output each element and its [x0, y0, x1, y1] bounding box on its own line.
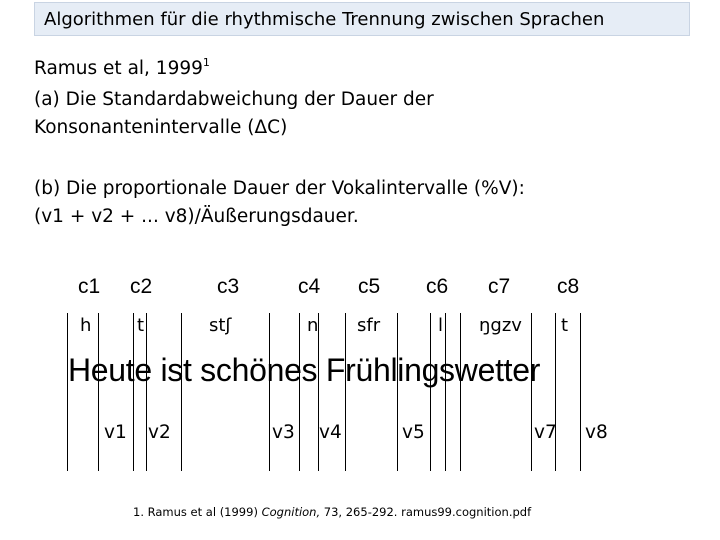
segment-boundary [445, 313, 446, 471]
segment-boundary [555, 313, 556, 471]
segment-boundary [67, 313, 68, 471]
consonant-phone: t [561, 315, 569, 336]
footnote-suffix: 73, 265-292. ramus99.cognition.pdf [320, 505, 532, 519]
consonant-phone: n [307, 315, 319, 336]
consonant-label: c1 [78, 275, 101, 298]
consonant-label: c8 [557, 275, 580, 298]
vowel-label: v8 [585, 422, 608, 443]
vowel-label: v5 [402, 422, 425, 443]
vowel-label: v1 [104, 422, 127, 443]
footnote [133, 505, 531, 519]
consonant-phone: t [137, 315, 145, 336]
segment-boundary [133, 313, 134, 471]
definition-b-line2: (v1 + v2 + ... v8)/Äußerungsdauer. [34, 206, 359, 227]
segment-boundary [531, 313, 532, 471]
definition-a-line1: (a) Die Standardabweichung der Dauer der [34, 89, 434, 110]
segment-boundary [299, 313, 300, 471]
consonant-label: c2 [130, 275, 153, 298]
consonant-phone: sfr [357, 315, 381, 336]
consonant-phone: ŋgzv [479, 315, 522, 336]
consonant-phone: stʃ [209, 315, 232, 336]
segment-boundary [318, 313, 319, 471]
citation-text: Ramus et al, 1999 [34, 58, 203, 79]
consonant-label: c4 [298, 275, 321, 298]
vowel-label: v7 [534, 422, 557, 443]
vowel-label: v4 [319, 422, 342, 443]
consonant-label: c6 [426, 275, 449, 298]
segment-boundary [397, 313, 398, 471]
segment-boundary [98, 313, 99, 471]
vowel-label: v2 [148, 422, 171, 443]
footnote-prefix: 1. Ramus et al (1999) [133, 505, 262, 519]
segment-boundary [460, 313, 461, 471]
definition-a-line2: Konsonantenintervalle (ΔC) [34, 117, 288, 138]
segment-boundary [580, 313, 581, 471]
consonant-label: c3 [217, 275, 240, 298]
consonant-phone: l [438, 315, 444, 336]
citation-line [34, 55, 210, 82]
segment-boundary [430, 313, 431, 471]
segment-boundary [345, 313, 346, 471]
slide-title: Algorithmen für die rhythmische Trennung zwischen Sprachen [44, 9, 605, 30]
consonant-phone: h [80, 315, 92, 336]
segment-boundary [269, 313, 270, 471]
example-sentence: Heute ist schönes Frühlingswetter [68, 352, 541, 388]
segment-boundary [181, 313, 182, 471]
citation-superscript: 1 [202, 56, 210, 69]
segment-boundary [146, 313, 147, 471]
footnote-journal: Cognition, [261, 505, 321, 519]
consonant-label: c7 [488, 275, 511, 298]
title-box [34, 2, 690, 36]
definition-b-line1: (b) Die proportionale Dauer der Vokalintervalle (%V): [34, 178, 525, 199]
consonant-label: c5 [358, 275, 381, 298]
vowel-label: v3 [272, 422, 295, 443]
